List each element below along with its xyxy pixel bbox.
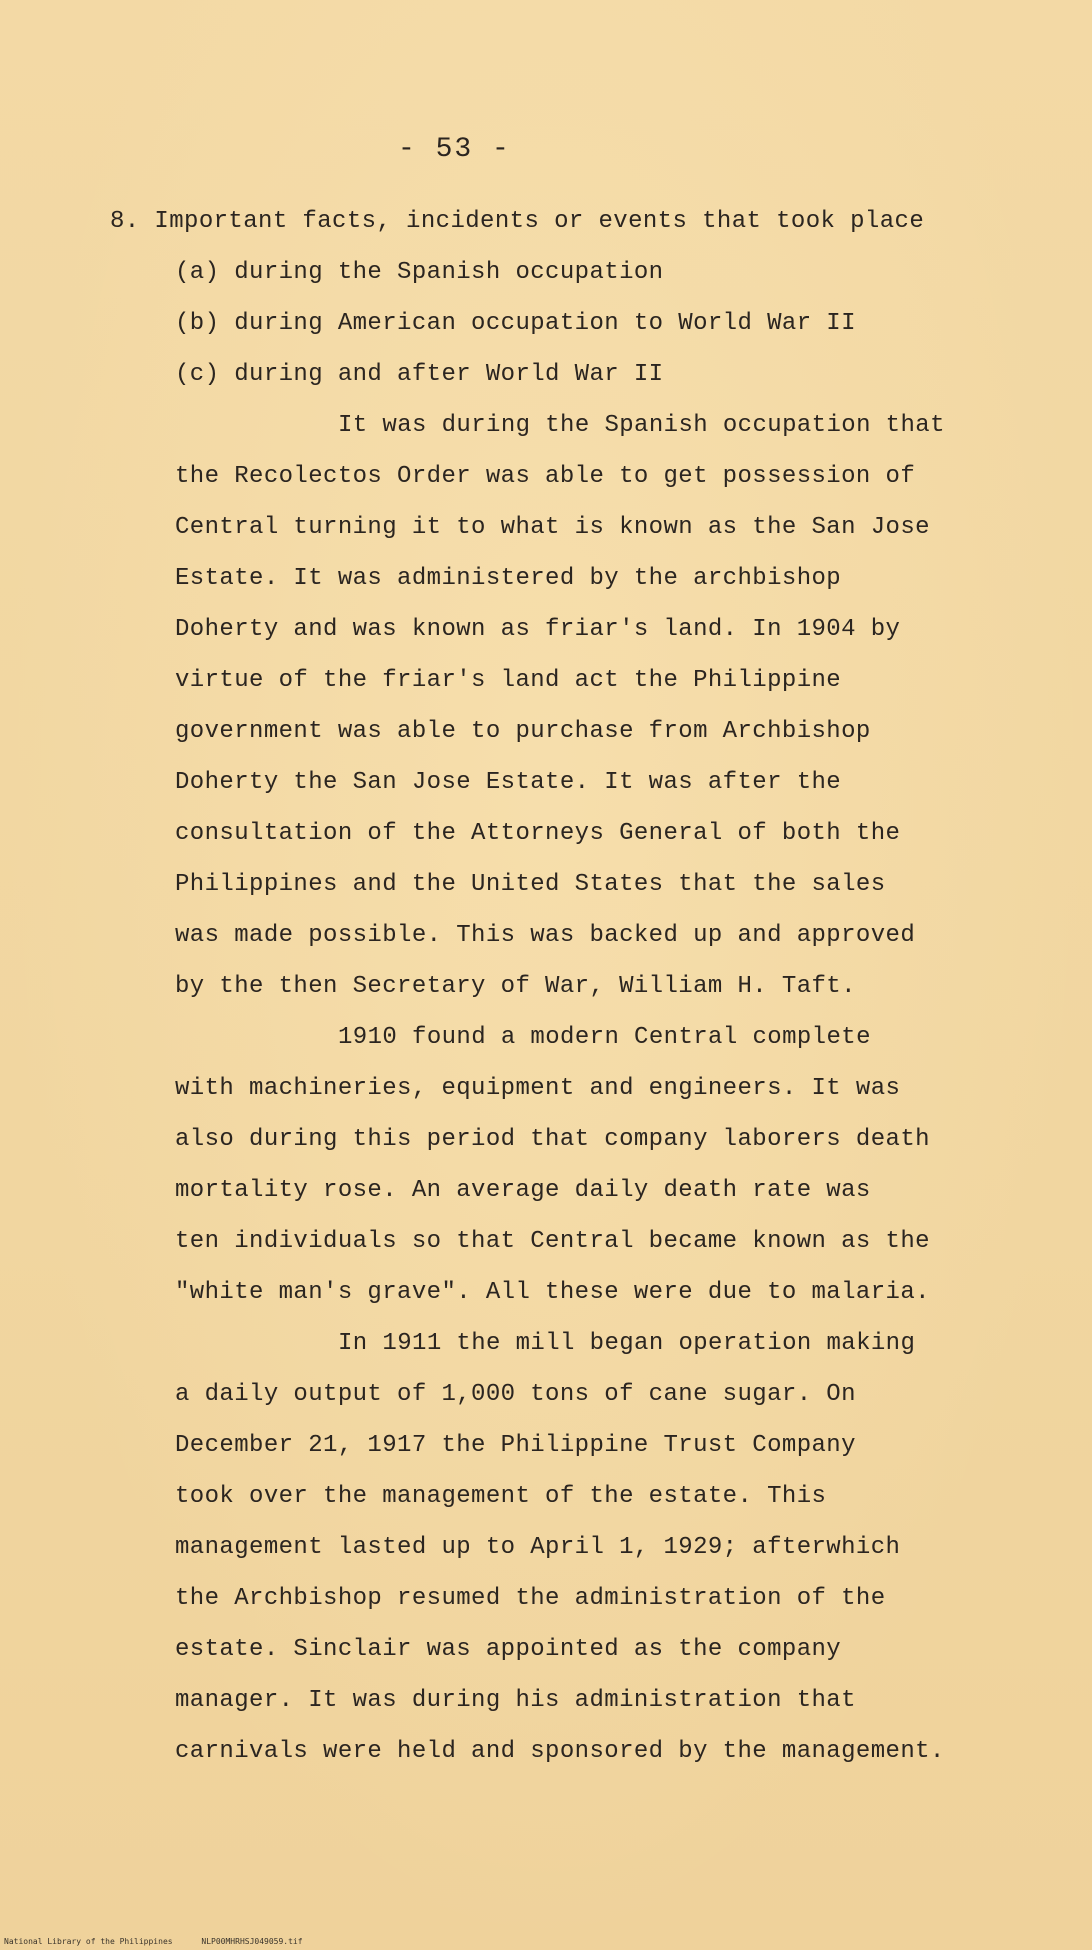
text-line: Doherty and was known as friar's land. In 1904 by [175, 616, 901, 643]
text-line: (c) during and after World War II [175, 361, 664, 388]
text-line: consultation of the Attorneys General of both the [175, 820, 901, 847]
page-number: - 53 - [398, 134, 511, 165]
text-line: with machineries, equipment and engineers. It was [175, 1075, 901, 1102]
text-line: Estate. It was administered by the archbishop [175, 565, 842, 592]
text-line: government was able to purchase from Archbishop [175, 718, 871, 745]
text-line: (b) during American occupation to World War II [175, 310, 856, 337]
text-line: ten individuals so that Central became known as the [175, 1228, 930, 1255]
text-line: was made possible. This was backed up and approved [175, 922, 916, 949]
text-line: also during this period that company laborers death [175, 1126, 930, 1153]
text-line: 8. Important facts, incidents or events that took place [110, 208, 925, 235]
text-line: carnivals were held and sponsored by the management. [175, 1738, 945, 1765]
text-line: took over the management of the estate. This [175, 1483, 827, 1510]
footer-library: National Library of the Philippines [4, 1937, 173, 1946]
text-line: virtue of the friar's land act the Philippine [175, 667, 842, 694]
text-line: It was during the Spanish occupation that [338, 412, 945, 439]
text-line: "white man's grave". All these were due to malaria. [175, 1279, 930, 1306]
text-line: Doherty the San Jose Estate. It was after the [175, 769, 842, 796]
text-line: 1910 found a modern Central complete [338, 1024, 871, 1051]
scan-footer [4, 1937, 327, 1946]
text-line: (a) during the Spanish occupation [175, 259, 664, 286]
text-line: December 21, 1917 the Philippine Trust Company [175, 1432, 856, 1459]
text-line: In 1911 the mill began operation making [338, 1330, 916, 1357]
text-line: manager. It was during his administration that [175, 1687, 856, 1714]
text-line: a daily output of 1,000 tons of cane sugar. On [175, 1381, 856, 1408]
text-line: estate. Sinclair was appointed as the company [175, 1636, 842, 1663]
text-line: the Recolectos Order was able to get possession of [175, 463, 916, 490]
text-line: management lasted up to April 1, 1929; afterwhich [175, 1534, 901, 1561]
text-line: the Archbishop resumed the administration of the [175, 1585, 886, 1612]
text-line: by the then Secretary of War, William H. Taft. [175, 973, 856, 1000]
footer-file: NLP00MHRHSJ049059.tif [201, 1937, 303, 1946]
text-line: Central turning it to what is known as the San Jose [175, 514, 930, 541]
text-line: Philippines and the United States that the sales [175, 871, 886, 898]
text-line: mortality rose. An average daily death rate was [175, 1177, 871, 1204]
